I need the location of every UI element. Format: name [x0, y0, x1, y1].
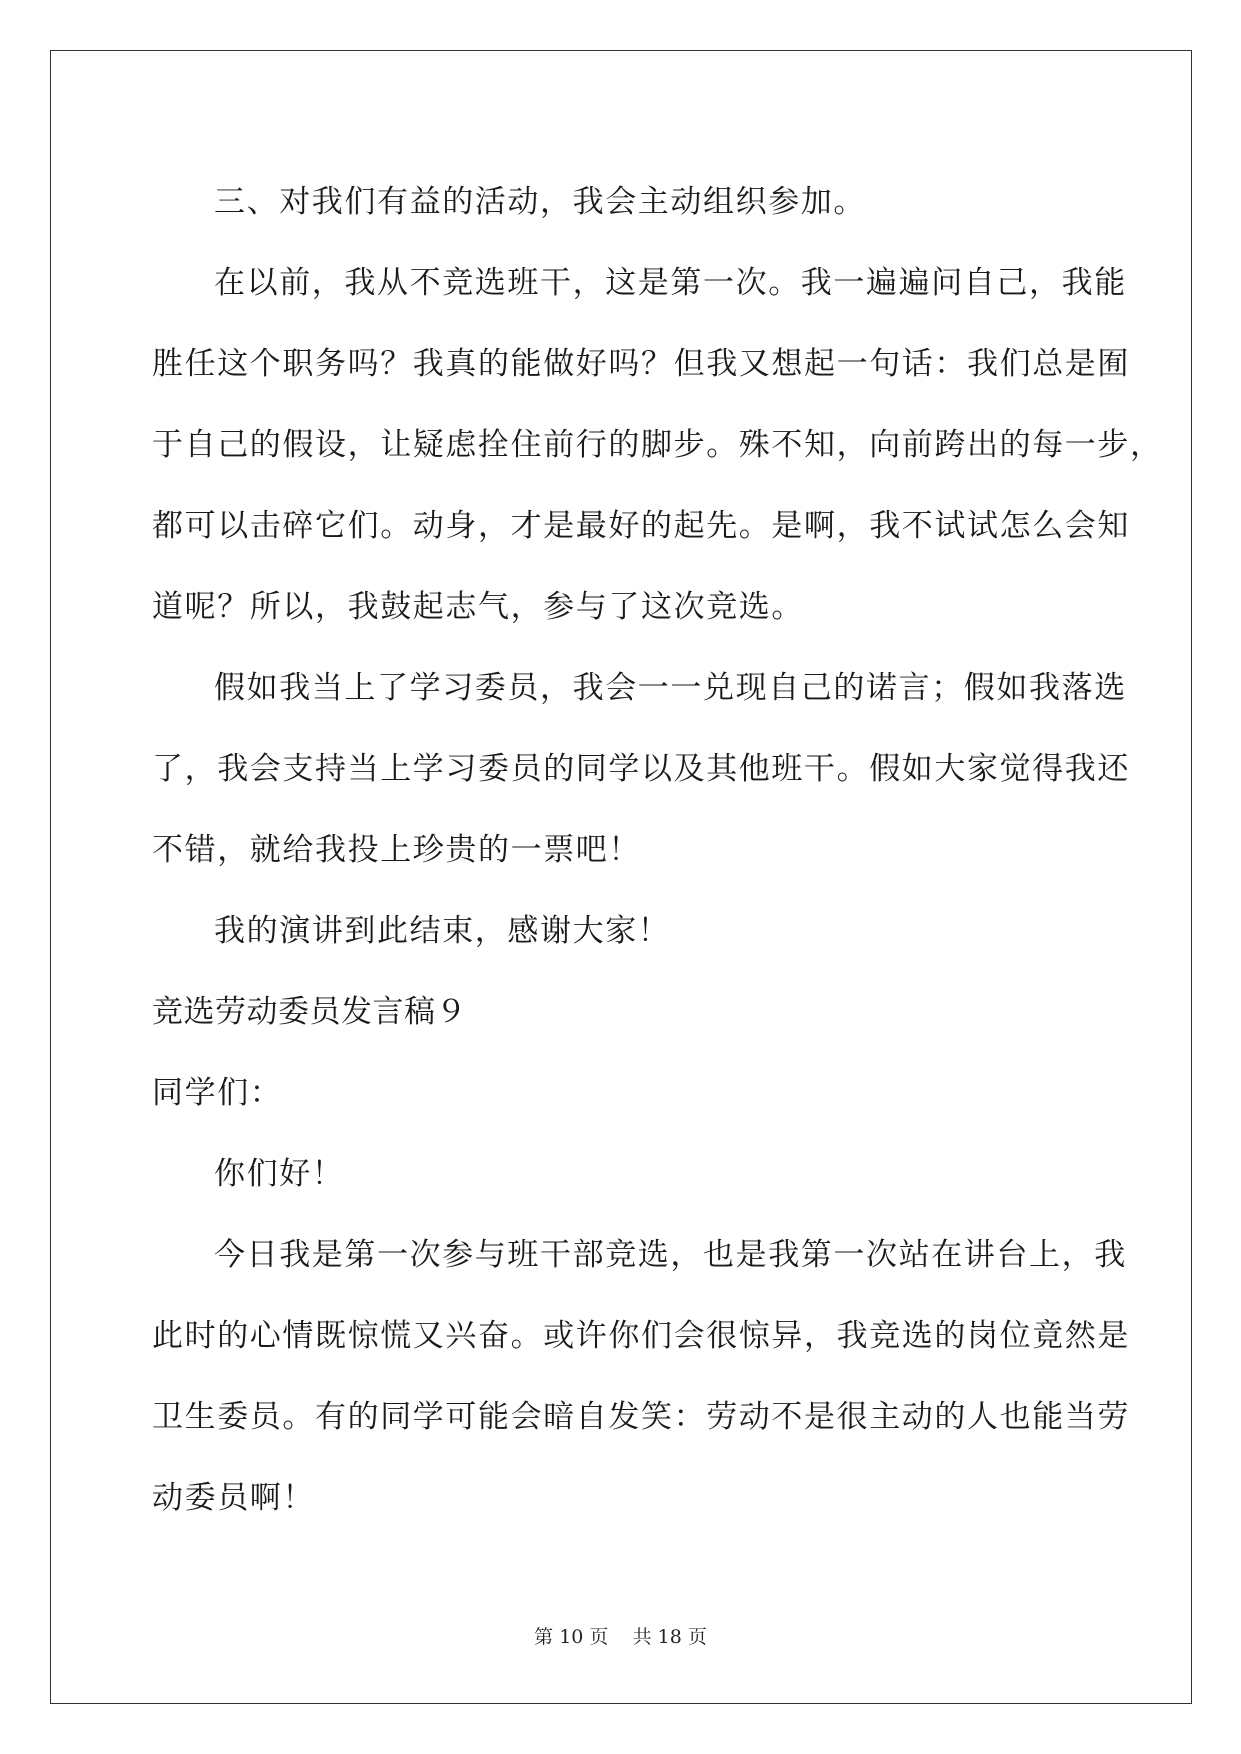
paragraph-line: 了，我会支持当上学习委员的同学以及其他班干。假如大家觉得我还	[152, 751, 1130, 787]
paragraph-line: 假如我当上了学习委员，我会一一兑现自己的诺言；假如我落选	[214, 670, 1127, 706]
paragraph-line: 卫生委员。有的同学可能会暗自发笑：劳动不是很主动的人也能当劳	[152, 1399, 1130, 1435]
page-number-footer: 第 10 页 共 18 页	[534, 1626, 707, 1648]
paragraph-line: 动委员啊！	[152, 1480, 315, 1516]
paragraph-line: 都可以击碎它们。动身，才是最好的起先。是啊，我不试试怎么会知	[152, 508, 1130, 544]
paragraph-line: 此时的心情既惊慌又兴奋。或许你们会很惊异，我竞选的岗位竟然是	[152, 1318, 1130, 1354]
paragraph-line: 在以前，我从不竞选班干，这是第一次。我一遍遍问自己，我能	[214, 265, 1127, 301]
greeting: 你们好！	[214, 1156, 345, 1192]
paragraph-line: 我的演讲到此结束，感谢大家！	[214, 913, 671, 949]
paragraph-line: 不错，就给我投上珍贵的一票吧！	[152, 832, 641, 868]
salutation: 同学们：	[152, 1075, 283, 1111]
section-heading: 竞选劳动委员发言稿９	[152, 994, 467, 1030]
paragraph-line: 胜任这个职务吗？我真的能做好吗？但我又想起一句话：我们总是囿	[152, 346, 1130, 382]
paragraph-line: 道呢？所以，我鼓起志气，参与了这次竞选。	[152, 589, 804, 625]
document-body	[152, 162, 1163, 1539]
paragraph-line: 三、对我们有益的活动，我会主动组织参加。	[214, 184, 866, 220]
paragraph-line: 今日我是第一次参与班干部竞选，也是我第一次站在讲台上，我	[214, 1237, 1127, 1273]
paragraph-line: 于自己的假设，让疑虑拴住前行的脚步。殊不知，向前跨出的每一步，	[152, 427, 1163, 463]
